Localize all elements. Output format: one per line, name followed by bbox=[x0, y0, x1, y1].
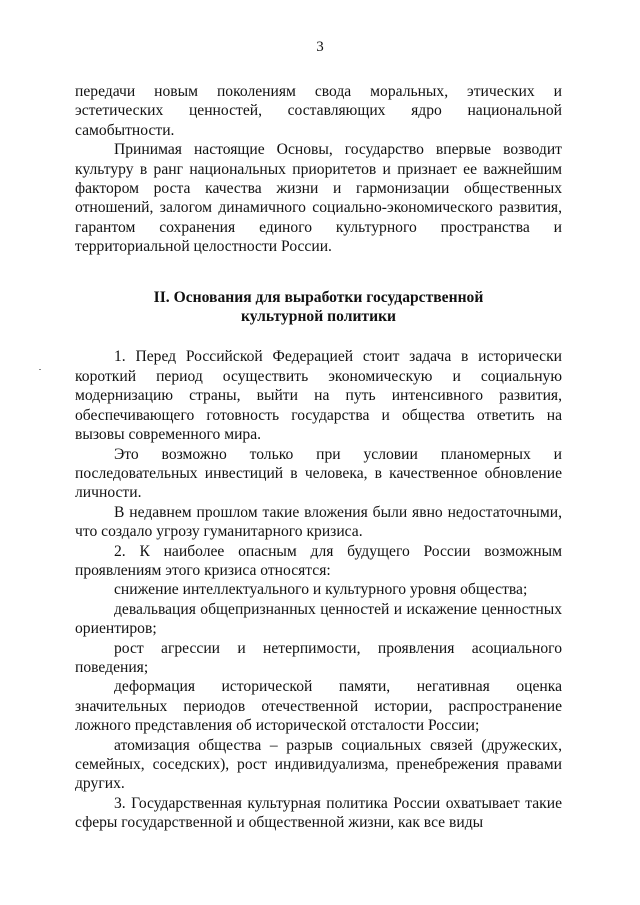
margin-mark bbox=[39, 369, 41, 370]
paragraph-culture-priority: Принимая настоящие Основы, государство впервые возводит культуру в ранг национальных приоритетов и признает ее важнейшим фактором роста качества жизни и гармонизации общественных отношений, залогом динамичного социально-экономического развития, гарантом сохранения единого культурного пространства и территориальной целостности России. bbox=[75, 141, 562, 256]
paragraph-3-policy: 3. Государственная культурная политика России охватывает такие сферы государственной и общественной жизни, как все виды bbox=[75, 794, 562, 832]
document-body bbox=[75, 82, 562, 833]
list-item: снижение интеллектуального и культурного уровня общества; bbox=[114, 581, 528, 599]
list-item: рост агрессии и нетерпимости, проявления асоциального поведения; bbox=[75, 639, 562, 676]
list-item: деформация исторической памяти, негативная оценка значительных периодов отечественной истории, распространение ложного представления об исторической отсталости России; bbox=[75, 678, 562, 735]
section-heading-line2: культурной политики bbox=[240, 308, 397, 326]
paragraph-continuation: передачи новым поколениям свода моральных, этических и эстетических ценностей, составляющих ядро национальной самобытности. bbox=[75, 83, 562, 139]
crisis-list bbox=[75, 580, 562, 793]
paragraph-investment: Это возможно только при условии планомерных и последовательных инвестиций в человека, в качественное обновление личности. bbox=[75, 445, 562, 502]
list-item: девальвация общепризнанных ценностей и искажение ценностных ориентиров; bbox=[75, 600, 562, 638]
section-heading bbox=[75, 288, 562, 327]
page-number: 3 bbox=[316, 39, 324, 55]
list-item: атомизация общества – разрыв социальных связей (дружеских, семейных, соседских), рост индивидуализма, пренебрежения правами других. bbox=[75, 736, 562, 793]
paragraph-1-modernization: 1. Перед Российской Федерацией стоит задача в исторически короткий период осуществить экономическую и социальную модернизацию страны, выйти на путь интенсивного развития, обеспечивающего готовность государства и общества ответить на вызовы современного мира. bbox=[75, 348, 562, 444]
section-heading-line1: II. Основания для выработки государственной bbox=[153, 288, 484, 306]
paragraph-2-crisis: 2. К наиболее опасным для будущего России возможным проявлениям этого кризиса относятся: bbox=[75, 542, 562, 579]
paragraph-recent-past: В недавнем прошлом такие вложения были явно недостаточными, что создало угрозу гуманитарного кризиса. bbox=[75, 503, 562, 541]
